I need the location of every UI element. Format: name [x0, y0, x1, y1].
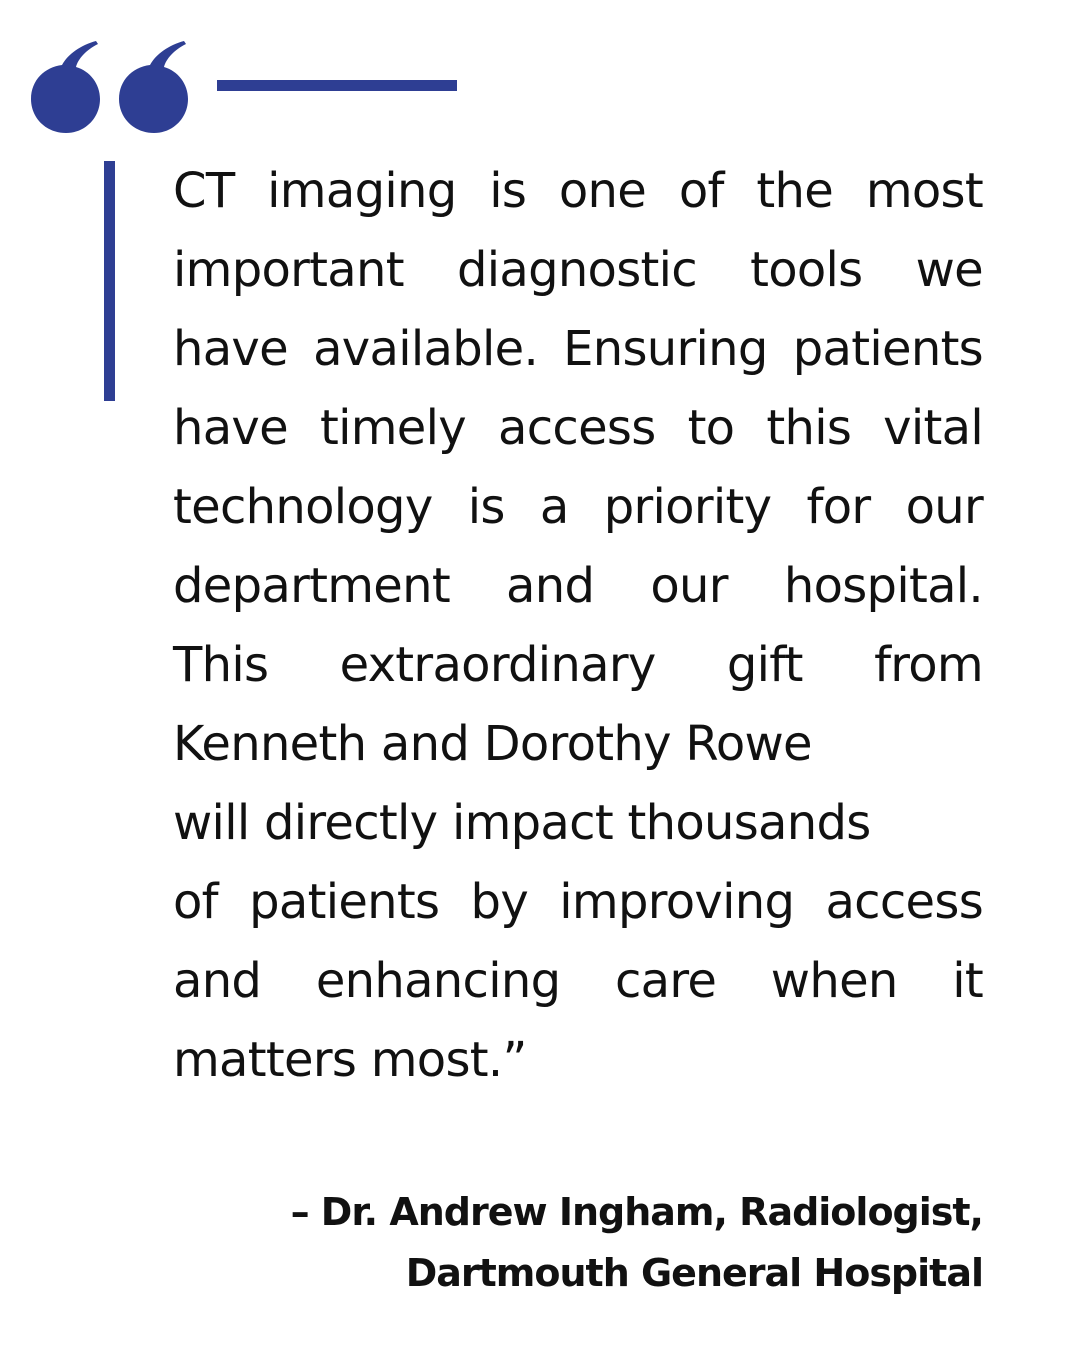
- quote-mark-left-glyph: [31, 41, 100, 133]
- quote-line: of patients by improving access: [173, 874, 983, 930]
- top-rule-divider: [217, 80, 457, 91]
- attribution-name-title: – Dr. Andrew Ingham, Radiologist,: [290, 1190, 983, 1234]
- quote-line: department and our hospital.: [173, 558, 983, 614]
- quote-text: [173, 152, 983, 1100]
- attribution-organization: Dartmouth General Hospital: [405, 1251, 983, 1295]
- quote-line: important diagnostic tools we: [173, 242, 983, 298]
- quote-line: CT imaging is one of the most: [173, 163, 983, 219]
- quote-line: and enhancing care when it: [173, 953, 983, 1009]
- opening-double-quote-icon: [28, 38, 198, 138]
- quote-line: matters most.”: [173, 1032, 527, 1088]
- quote-line: have available. Ensuring patients: [173, 321, 983, 377]
- quote-line: technology is a priority for our: [173, 479, 983, 535]
- quote-line: Kenneth and Dorothy Rowe: [173, 716, 812, 772]
- quote-attribution: [291, 1182, 983, 1304]
- quote-line: This extraordinary gift from: [173, 637, 983, 693]
- quote-side-bar: [104, 161, 115, 401]
- quote-line: have timely access to this vital: [173, 400, 983, 456]
- quote-mark-right-glyph: [119, 41, 188, 133]
- quote-line: will directly impact thousands: [173, 795, 871, 851]
